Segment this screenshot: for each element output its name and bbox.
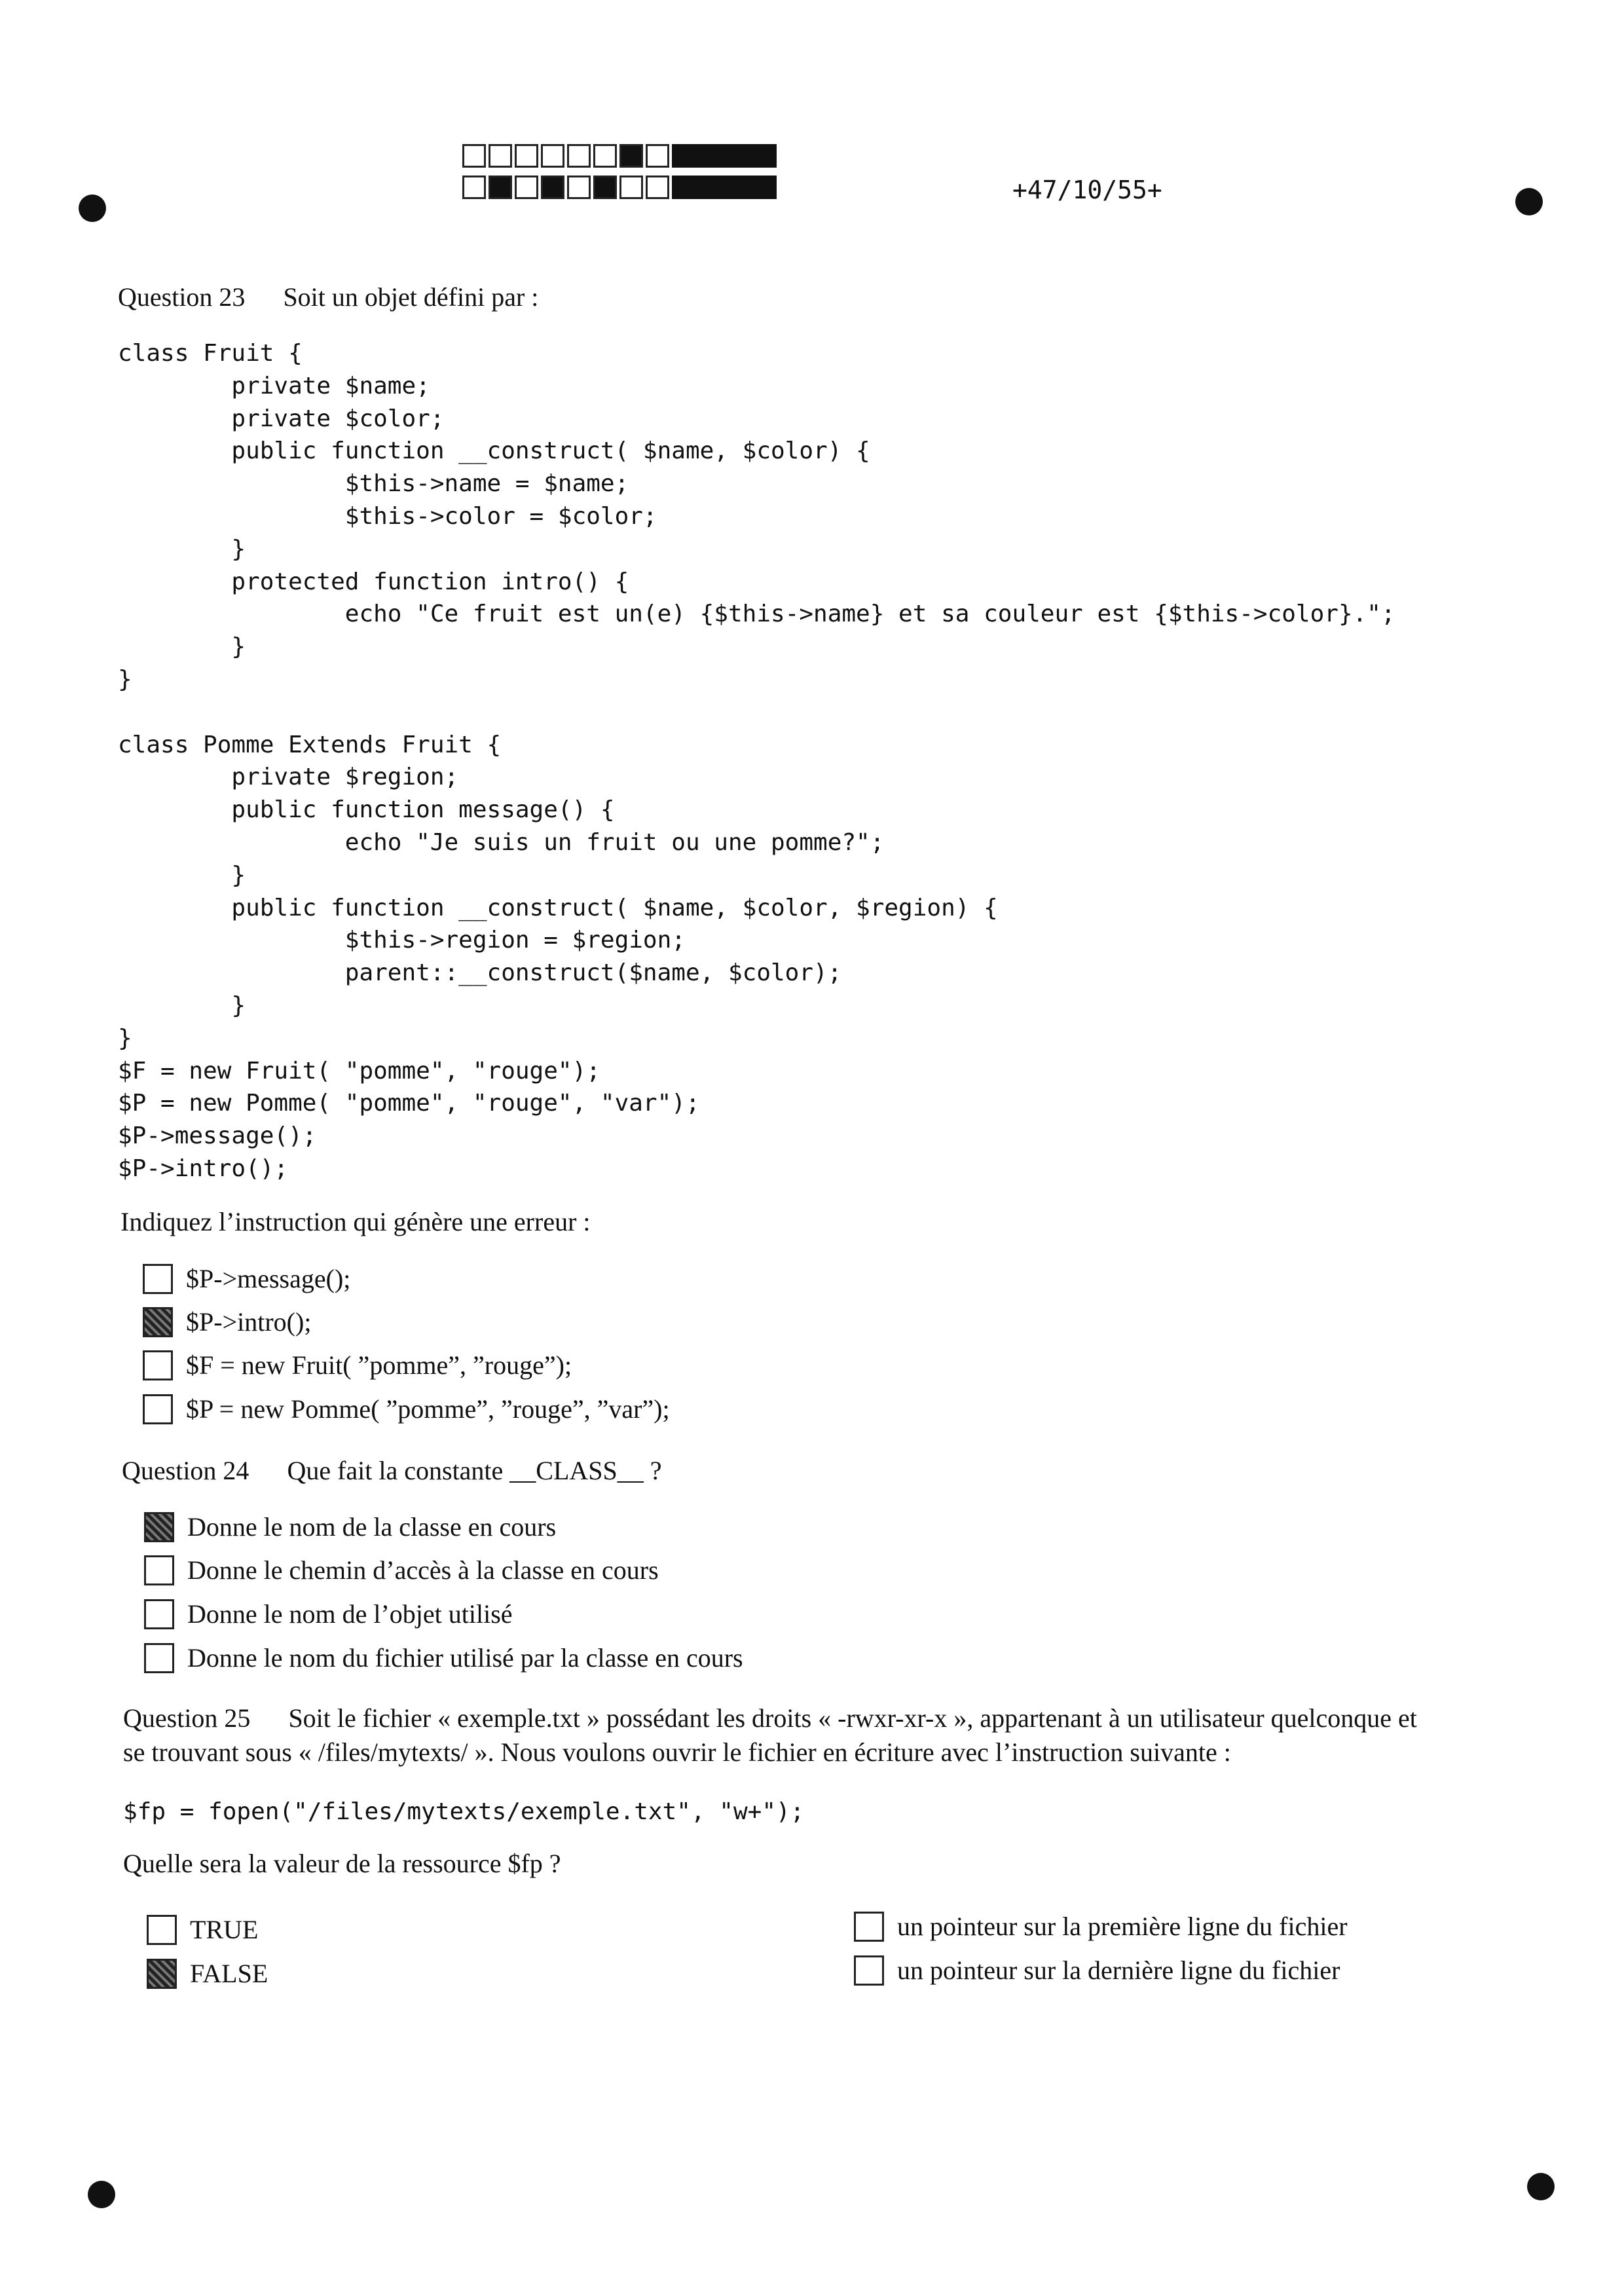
answer-option[interactable] [144,1642,743,1673]
answer-option[interactable] [147,1914,258,1945]
answer-option[interactable] [854,1911,1348,1942]
registration-mark-bottom-right [1527,2173,1555,2200]
code-block: class Fruit { private $name; private $color; public function __construct( $name, $color) { $this->name = $name; $this->color = $color; } protected function intro() { echo "Ce fruit est un(e) {$this->name} et sa couleur est {$this->color}."; } } class Pomme Extends Fruit { private $region; public function message() { echo "Je suis un fruit ou une pomme?"; } public function __construct( $name, $color, $region) { $this->region = $region; parent::__construct($name, $color); } } $F = new Fruit( "pomme", "rouge"); $P = new Pomme( "pomme", "rouge", "var"); $P->message(); $P->intro(); [118,340,1395,1182]
page-barcode-row-1 [462,144,777,168]
answer-option[interactable] [143,1306,311,1337]
page-barcode-row-2 [462,176,777,199]
option-label: TRUE [190,1915,259,1944]
question-number: Question 25 [123,1703,251,1733]
question-24-header [122,1455,662,1486]
answer-option[interactable] [147,1958,268,1989]
option-label: Donne le nom de la classe en cours [187,1512,557,1542]
checkbox-checked[interactable] [143,1307,173,1337]
question-23-header [118,282,538,312]
option-label: $F = new Fruit( ”pomme”, ”rouge”); [186,1350,572,1380]
question-prompt: Indiquez l’instruction qui génère une erreur : [120,1207,591,1236]
checkbox[interactable] [144,1555,174,1585]
question-text: Soit un objet défini par : [283,282,539,312]
question-text: Que fait la constante __CLASS__ ? [287,1456,662,1485]
checkbox[interactable] [143,1350,173,1380]
option-label: Donne le nom de l’objet utilisé [187,1599,513,1629]
checkbox[interactable] [144,1643,174,1673]
checkbox[interactable] [143,1264,173,1294]
checkbox[interactable] [854,1955,884,1986]
answer-option[interactable] [854,1955,1340,1986]
option-label: Donne le nom du fichier utilisé par la classe en cours [187,1643,743,1673]
answer-option[interactable] [143,1263,350,1294]
option-label: $P->intro(); [186,1307,312,1337]
checkbox[interactable] [143,1394,173,1424]
answer-option[interactable] [143,1394,670,1424]
option-label: un pointeur sur la dernière ligne du fichier [897,1955,1340,1985]
question-text-line-1: Soit le fichier « exemple.txt » possédant les droits « -rwxr-xr-x », appartenant à un utilisateur quelconque et [288,1703,1417,1733]
registration-mark-top-left [79,194,106,222]
option-label: $P = new Pomme( ”pomme”, ”rouge”, ”var”); [186,1394,670,1424]
option-label: FALSE [190,1959,268,1988]
answer-option[interactable] [144,1599,513,1629]
option-label: $P->message(); [186,1264,351,1293]
answer-option[interactable] [144,1555,659,1585]
code-line: $fp = fopen("/files/mytexts/exemple.txt", "w+"); [123,1798,805,1825]
checkbox-checked[interactable] [147,1959,177,1989]
checkbox-checked[interactable] [144,1512,174,1542]
answer-option[interactable] [144,1511,556,1542]
question-prompt: Quelle sera la valeur de la ressource $fp ? [123,1849,561,1878]
option-label: Donne le chemin d’accès à la classe en cours [187,1555,659,1585]
page-identifier: +47/10/55+ [1012,176,1162,204]
registration-mark-top-right [1515,188,1543,215]
question-number: Question 24 [122,1456,249,1485]
checkbox[interactable] [144,1599,174,1629]
checkbox[interactable] [854,1912,884,1942]
answer-option[interactable] [143,1350,572,1380]
question-25-header [123,1701,1417,1769]
question-number: Question 23 [118,282,246,312]
checkbox[interactable] [147,1915,177,1945]
option-label: un pointeur sur la première ligne du fichier [897,1912,1348,1941]
registration-mark-bottom-left [88,2181,115,2208]
question-text-line-2: se trouvant sous « /files/mytexts/ ». Nous voulons ouvrir le fichier en écriture avec l’instruction suivante : [123,1737,1231,1767]
